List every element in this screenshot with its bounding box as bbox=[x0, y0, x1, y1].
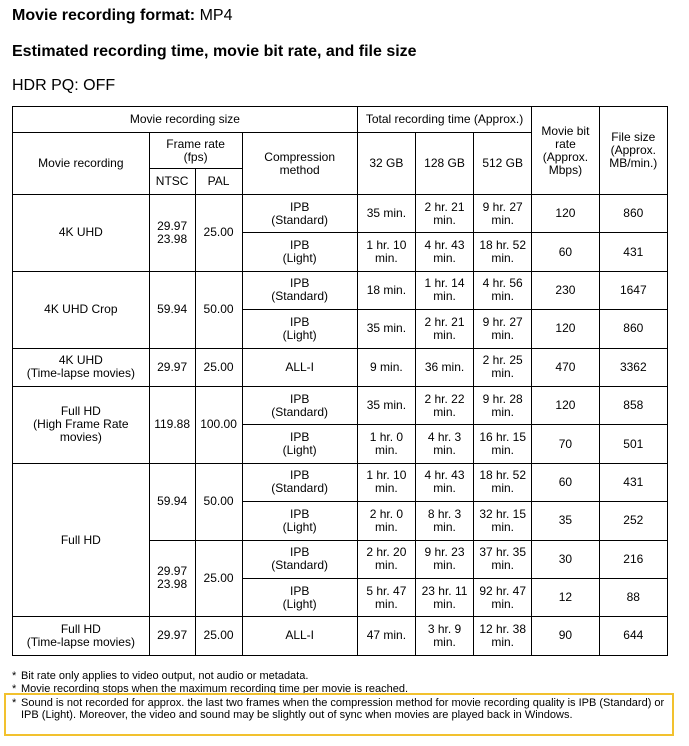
ntsc-cell: 29.97 23.98 bbox=[149, 195, 195, 272]
time-128gb: 2 hr. 21 min. bbox=[415, 195, 473, 233]
table-row bbox=[13, 195, 668, 233]
time-128gb: 9 hr. 23 min. bbox=[415, 540, 473, 578]
time-512gb: 9 hr. 27 min. bbox=[474, 310, 532, 348]
footnotes bbox=[12, 670, 672, 693]
time-128gb: 23 hr. 11 min. bbox=[415, 578, 473, 616]
time-512gb: 9 hr. 28 min. bbox=[474, 386, 532, 424]
header-pal: PAL bbox=[195, 169, 242, 195]
compression-cell: IPB (Standard) bbox=[242, 271, 357, 309]
time-32gb: 5 hr. 47 min. bbox=[357, 578, 415, 616]
file-size-cell: 858 bbox=[599, 386, 667, 424]
header-128gb: 128 GB bbox=[415, 133, 473, 195]
time-32gb: 9 min. bbox=[357, 348, 415, 386]
pal-cell: 25.00 bbox=[195, 195, 242, 272]
time-128gb: 1 hr. 14 min. bbox=[415, 271, 473, 309]
movie-full-hd: Full HD bbox=[13, 463, 150, 617]
format-heading bbox=[12, 7, 233, 25]
bit-rate-cell: 120 bbox=[532, 386, 599, 424]
file-size-cell: 88 bbox=[599, 578, 667, 616]
movie-4k-uhd-crop: 4K UHD Crop bbox=[13, 271, 150, 348]
bit-rate-cell: 35 bbox=[532, 502, 599, 540]
pal-cell: 25.00 bbox=[195, 617, 242, 655]
time-32gb: 1 hr. 0 min. bbox=[357, 425, 415, 463]
file-size-cell: 644 bbox=[599, 617, 667, 655]
bit-rate-cell: 60 bbox=[532, 463, 599, 501]
movie-4k-uhd: 4K UHD bbox=[13, 195, 150, 272]
recording-table bbox=[12, 106, 668, 656]
time-512gb: 37 hr. 35 min. bbox=[474, 540, 532, 578]
time-128gb: 2 hr. 21 min. bbox=[415, 310, 473, 348]
time-512gb: 4 hr. 56 min. bbox=[474, 271, 532, 309]
header-file-size: File size (Approx. MB/min.) bbox=[599, 107, 667, 195]
time-32gb: 1 hr. 10 min. bbox=[357, 463, 415, 501]
compression-cell: IPB (Standard) bbox=[242, 386, 357, 424]
table-row bbox=[13, 463, 668, 501]
pal-cell: 25.00 bbox=[195, 540, 242, 617]
time-32gb: 35 min. bbox=[357, 386, 415, 424]
compression-cell: ALL-I bbox=[242, 348, 357, 386]
hdr-status: HDR PQ: OFF bbox=[12, 77, 116, 94]
header-512gb: 512 GB bbox=[474, 133, 532, 195]
compression-cell: IPB (Light) bbox=[242, 310, 357, 348]
time-512gb: 9 hr. 27 min. bbox=[474, 195, 532, 233]
time-128gb: 8 hr. 3 min. bbox=[415, 502, 473, 540]
ntsc-cell: 119.88 bbox=[149, 386, 195, 463]
compression-cell: IPB (Standard) bbox=[242, 540, 357, 578]
file-size-cell: 860 bbox=[599, 195, 667, 233]
format-label: Movie recording format: bbox=[12, 7, 196, 24]
time-32gb: 1 hr. 10 min. bbox=[357, 233, 415, 271]
note-bit-rate: * Bit rate only applies to video output, not audio or metadata. bbox=[12, 670, 309, 682]
compression-cell: IPB (Light) bbox=[242, 502, 357, 540]
bit-rate-cell: 12 bbox=[532, 578, 599, 616]
table-row bbox=[13, 271, 668, 309]
header-total-recording-time: Total recording time (Approx.) bbox=[357, 107, 531, 133]
header-bit-rate: Movie bit rate (Approx. Mbps) bbox=[532, 107, 599, 195]
time-32gb: 2 hr. 20 min. bbox=[357, 540, 415, 578]
file-size-cell: 3362 bbox=[599, 348, 667, 386]
time-128gb: 36 min. bbox=[415, 348, 473, 386]
file-size-cell: 431 bbox=[599, 233, 667, 271]
time-512gb: 18 hr. 52 min. bbox=[474, 463, 532, 501]
ntsc-cell: 29.97 23.98 bbox=[149, 540, 195, 617]
bit-rate-cell: 30 bbox=[532, 540, 599, 578]
time-32gb: 47 min. bbox=[357, 617, 415, 655]
pal-cell: 50.00 bbox=[195, 463, 242, 540]
time-512gb: 2 hr. 25 min. bbox=[474, 348, 532, 386]
file-size-cell: 860 bbox=[599, 310, 667, 348]
header-compression: Compression method bbox=[242, 133, 357, 195]
ntsc-cell: 29.97 bbox=[149, 617, 195, 655]
note-recording-stop: * Movie recording stops when the maximum recording time per movie is reached. bbox=[12, 683, 408, 693]
time-128gb: 4 hr. 43 min. bbox=[415, 463, 473, 501]
ntsc-cell: 29.97 bbox=[149, 348, 195, 386]
bit-rate-cell: 470 bbox=[532, 348, 599, 386]
highlighted-note-sound: * Sound is not recorded for approx. the last two frames when the compression method for movie recording quality is IPB (Standard) or IPB (Light). Moreover, the video and sound may be slightly out of sync when movies are played back in Windows. bbox=[4, 693, 674, 736]
time-512gb: 16 hr. 15 min. bbox=[474, 425, 532, 463]
header-ntsc: NTSC bbox=[149, 169, 195, 195]
file-size-cell: 1647 bbox=[599, 271, 667, 309]
table-title: Estimated recording time, movie bit rate, and file size bbox=[12, 43, 417, 60]
time-32gb: 35 min. bbox=[357, 310, 415, 348]
bit-rate-cell: 70 bbox=[532, 425, 599, 463]
compression-cell: IPB (Light) bbox=[242, 425, 357, 463]
compression-cell: ALL-I bbox=[242, 617, 357, 655]
time-512gb: 18 hr. 52 min. bbox=[474, 233, 532, 271]
pal-cell: 100.00 bbox=[195, 386, 242, 463]
movie-4k-uhd-timelapse: 4K UHD (Time-lapse movies) bbox=[13, 348, 150, 386]
time-512gb: 92 hr. 47 min. bbox=[474, 578, 532, 616]
time-128gb: 4 hr. 43 min. bbox=[415, 233, 473, 271]
file-size-cell: 252 bbox=[599, 502, 667, 540]
ntsc-cell: 59.94 bbox=[149, 271, 195, 348]
pal-cell: 50.00 bbox=[195, 271, 242, 348]
time-32gb: 2 hr. 0 min. bbox=[357, 502, 415, 540]
header-movie-recording: Movie recording bbox=[13, 133, 150, 195]
header-32gb: 32 GB bbox=[357, 133, 415, 195]
ntsc-cell: 59.94 bbox=[149, 463, 195, 540]
table-row bbox=[13, 617, 668, 655]
bit-rate-cell: 120 bbox=[532, 195, 599, 233]
file-size-cell: 431 bbox=[599, 463, 667, 501]
time-512gb: 12 hr. 38 min. bbox=[474, 617, 532, 655]
format-value: MP4 bbox=[199, 7, 233, 24]
bit-rate-cell: 120 bbox=[532, 310, 599, 348]
header-frame-rate: Frame rate (fps) bbox=[149, 133, 242, 169]
table-row bbox=[13, 348, 668, 386]
time-128gb: 4 hr. 3 min. bbox=[415, 425, 473, 463]
compression-cell: IPB (Light) bbox=[242, 233, 357, 271]
compression-cell: IPB (Light) bbox=[242, 578, 357, 616]
compression-cell: IPB (Standard) bbox=[242, 463, 357, 501]
compression-cell: IPB (Standard) bbox=[242, 195, 357, 233]
note-sound-text: Sound is not recorded for approx. the last two frames when the compression method for movie recording quality is IPB (Standard) or IPB (Light). Moreover, the video and sound may be slightly out of sync when movies are played back in Windows. bbox=[21, 697, 665, 721]
pal-cell: 25.00 bbox=[195, 348, 242, 386]
file-size-cell: 216 bbox=[599, 540, 667, 578]
bit-rate-cell: 60 bbox=[532, 233, 599, 271]
movie-full-hd-timelapse: Full HD (Time-lapse movies) bbox=[13, 617, 150, 655]
time-32gb: 35 min. bbox=[357, 195, 415, 233]
movie-full-hd-hfr: Full HD (High Frame Rate movies) bbox=[13, 386, 150, 463]
time-128gb: 2 hr. 22 min. bbox=[415, 386, 473, 424]
time-32gb: 18 min. bbox=[357, 271, 415, 309]
time-128gb: 3 hr. 9 min. bbox=[415, 617, 473, 655]
file-size-cell: 501 bbox=[599, 425, 667, 463]
bit-rate-cell: 230 bbox=[532, 271, 599, 309]
time-512gb: 32 hr. 15 min. bbox=[474, 502, 532, 540]
table-row bbox=[13, 386, 668, 424]
header-movie-recording-size: Movie recording size bbox=[13, 107, 358, 133]
bit-rate-cell: 90 bbox=[532, 617, 599, 655]
